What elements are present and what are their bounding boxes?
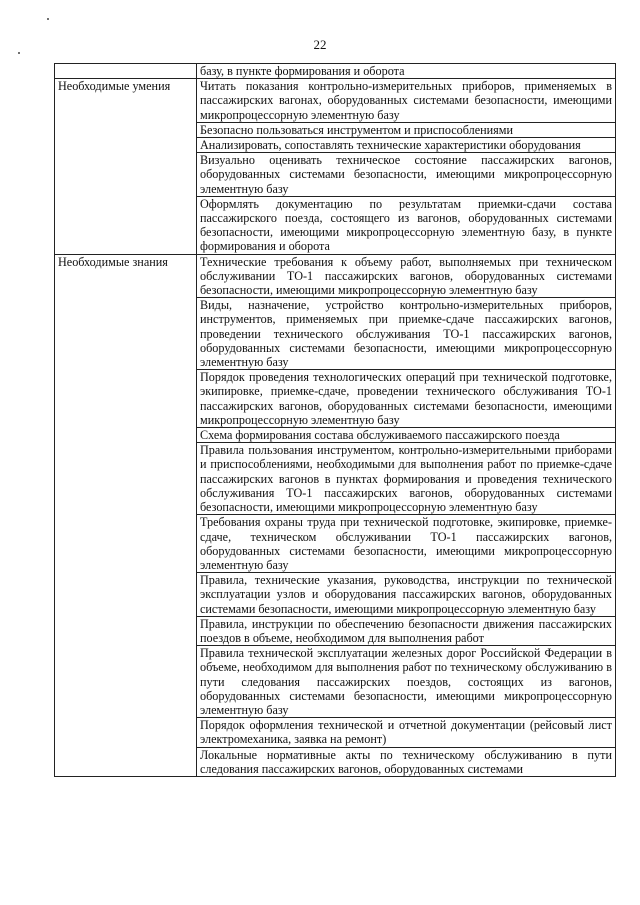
- knowledge-item: Правила, технические указания, руководства, инструкции по технической эксплуатации узлов и оборудования пассажирских вагонов, оборудованных системами безопасности, имеющими микропроцессорную элементную базу: [197, 573, 616, 617]
- knowledge-item: Требования охраны труда при технической подготовке, экипировке, приемке-сдаче, техническом обслуживании ТО-1 пассажирских вагонов, оборудованных системами безопасности, имеющими микропроцессорную элементную базу: [197, 515, 616, 573]
- table-row: [55, 64, 616, 79]
- knowledge-item: Локальные нормативные акты по техническому обслуживанию в пути следования пассажирских вагонов, оборудованных системами: [197, 747, 616, 776]
- scan-speck: [47, 18, 49, 20]
- knowledge-item: Технические требования к объему работ, выполняемых при техническом обслуживании ТО-1 пассажирских вагонов, оборудованных системами безопасности, имеющими микропроцессорную элементную базу: [197, 254, 616, 298]
- knowledge-item: Схема формирования состава обслуживаемого пассажирского поезда: [197, 428, 616, 443]
- skill-item: Анализировать, сопоставлять технические характеристики оборудования: [197, 138, 616, 153]
- knowledge-item: Правила, инструкции по обеспечению безопасности движения пассажирских поездов в объеме, необходимом для выполнения работ: [197, 616, 616, 645]
- table-row: [55, 254, 616, 298]
- knowledge-item: Порядок проведения технологических операций при технической подготовке, экипировке, приемке-сдаче, проведении технического обслуживания ТО-1 пассажирских вагонов, оборудованных системами безопасности, имеющими микропроцессорную элементную базу: [197, 370, 616, 428]
- skill-item: Читать показания контрольно-измерительных приборов, применяемых в пассажирских вагонах, оборудованных системами безопасности, имеющими микропроцессорную элементную базу: [197, 79, 616, 123]
- empty-label-cell: [55, 64, 197, 79]
- knowledge-label: Необходимые знания: [55, 254, 197, 776]
- knowledge-item: Правила пользования инструментом, контрольно-измерительными приборами и приспособлениями, необходимыми для выполнения работ по приемке-сдаче пассажирских вагонов в пунктах формирования и проведения технического обслуживания ТО-1 пассажирских вагонов, оборудованных системами безопасности, имеющими микропроцессорную элементную базу: [197, 443, 616, 515]
- knowledge-item: Виды, назначение, устройство контрольно-измерительных приборов, инструментов, применяемых при приемке-сдаче пассажирских вагонов, проведении технического обслуживания ТО-1 пассажирских вагонов, оборудованных системами безопасности, имеющими микропроцессорную элементную базу: [197, 298, 616, 370]
- skills-label: Необходимые умения: [55, 79, 197, 254]
- competency-table: [54, 63, 616, 777]
- skill-item: Оформлять документацию по результатам приемки-сдачи состава пассажирского поезда, состоящего из вагонов, оборудованных системами безопасности, имеющими микропроцессорную элементную базу, в пункте формирования и оборота: [197, 196, 616, 254]
- knowledge-item: Порядок оформления технической и отчетной документации (рейсовый лист электромеханика, заявка на ремонт): [197, 718, 616, 747]
- continuation-cell: базу, в пункте формирования и оборота: [197, 64, 616, 79]
- table-row: [55, 79, 616, 123]
- skill-item: Визуально оценивать техническое состояние пассажирских вагонов, оборудованных системами безопасности, имеющими микропроцессорную элементную базу: [197, 153, 616, 197]
- skill-item: Безопасно пользоваться инструментом и приспособлениями: [197, 122, 616, 137]
- knowledge-item: Правила технической эксплуатации железных дорог Российской Федерации в объеме, необходимом для выполнения работ по техническому обслуживанию в пути следования пассажирских поездов, состоящих из вагонов, оборудованных системами безопасности, имеющими микропроцессорную элементную базу: [197, 646, 616, 718]
- page-number: 22: [313, 37, 327, 52]
